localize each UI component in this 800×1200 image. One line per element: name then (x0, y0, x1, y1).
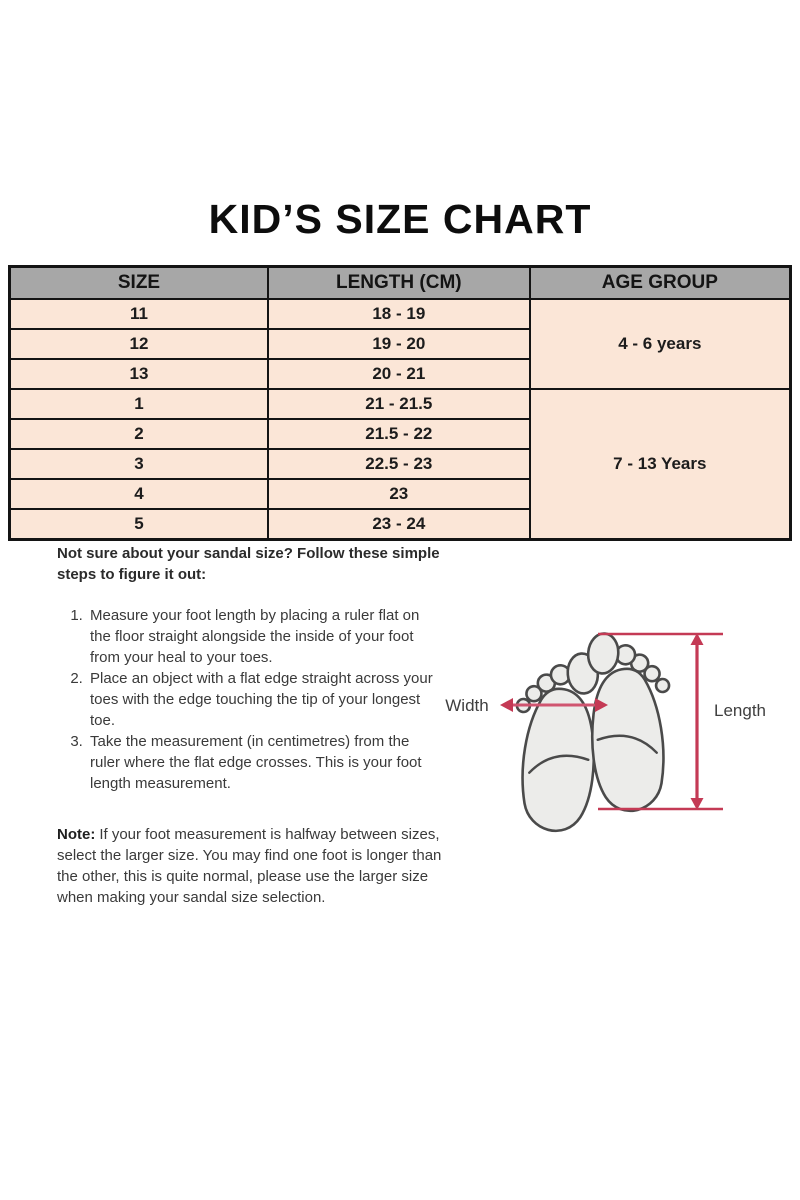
guide-intro: Not sure about your sandal size? Follow these simple steps to figure it out: (57, 545, 440, 583)
length-label: Length (714, 701, 766, 720)
size-cell: 12 (10, 329, 269, 359)
size-cell: 2 (10, 419, 269, 449)
note-text: If your foot measurement is halfway between sizes, select the larger size. You may find one foot is longer than the other, this is quite normal, please use the larger size when making your sandal size selection. (57, 826, 442, 906)
page-title: KID’S SIZE CHART (208, 196, 592, 242)
guide-step: 1. Measure your foot length by placing a ruler flat on the floor straight alongside the inside of your foot from your heal to your toes. (87, 605, 443, 668)
size-cell: 5 (10, 509, 269, 540)
age-group-cell: 7 - 13 Years (530, 389, 791, 540)
length-cell: 23 (268, 479, 530, 509)
feet-illustration (420, 592, 795, 842)
note-label: Note: (57, 826, 96, 843)
col-header-age-group: AGE GROUP (530, 267, 791, 300)
table-header-row (10, 267, 791, 300)
width-label: Width (445, 696, 489, 715)
guide-step: 3. Take the measurement (in centimetres) from the ruler where the flat edge crosses. This is your foot length measurement. (87, 731, 443, 794)
guide-steps (57, 605, 443, 794)
length-cell: 23 - 24 (268, 509, 530, 540)
col-header-length: LENGTH (CM) (268, 267, 530, 300)
col-header-size: SIZE (10, 267, 269, 300)
age-group-cell: 4 - 6 years (530, 299, 791, 389)
table-row (10, 389, 791, 419)
measuring-guide (57, 543, 443, 908)
length-cell: 19 - 20 (268, 329, 530, 359)
foot-measure-diagram (420, 592, 795, 842)
guide-note (57, 824, 443, 908)
size-cell: 1 (10, 389, 269, 419)
length-cell: 20 - 21 (268, 359, 530, 389)
length-cell: 21 - 21.5 (268, 389, 530, 419)
size-cell: 13 (10, 359, 269, 389)
length-cell: 21.5 - 22 (268, 419, 530, 449)
size-cell: 3 (10, 449, 269, 479)
guide-step: 2. Place an object with a flat edge straight across your toes with the edge touching the tip of your longest toe. (87, 668, 443, 731)
size-cell: 11 (10, 299, 269, 329)
size-cell: 4 (10, 479, 269, 509)
length-cell: 18 - 19 (268, 299, 530, 329)
length-cell: 22.5 - 23 (268, 449, 530, 479)
table-row (10, 299, 791, 329)
right-foot (578, 623, 683, 814)
size-chart-table (8, 265, 792, 541)
